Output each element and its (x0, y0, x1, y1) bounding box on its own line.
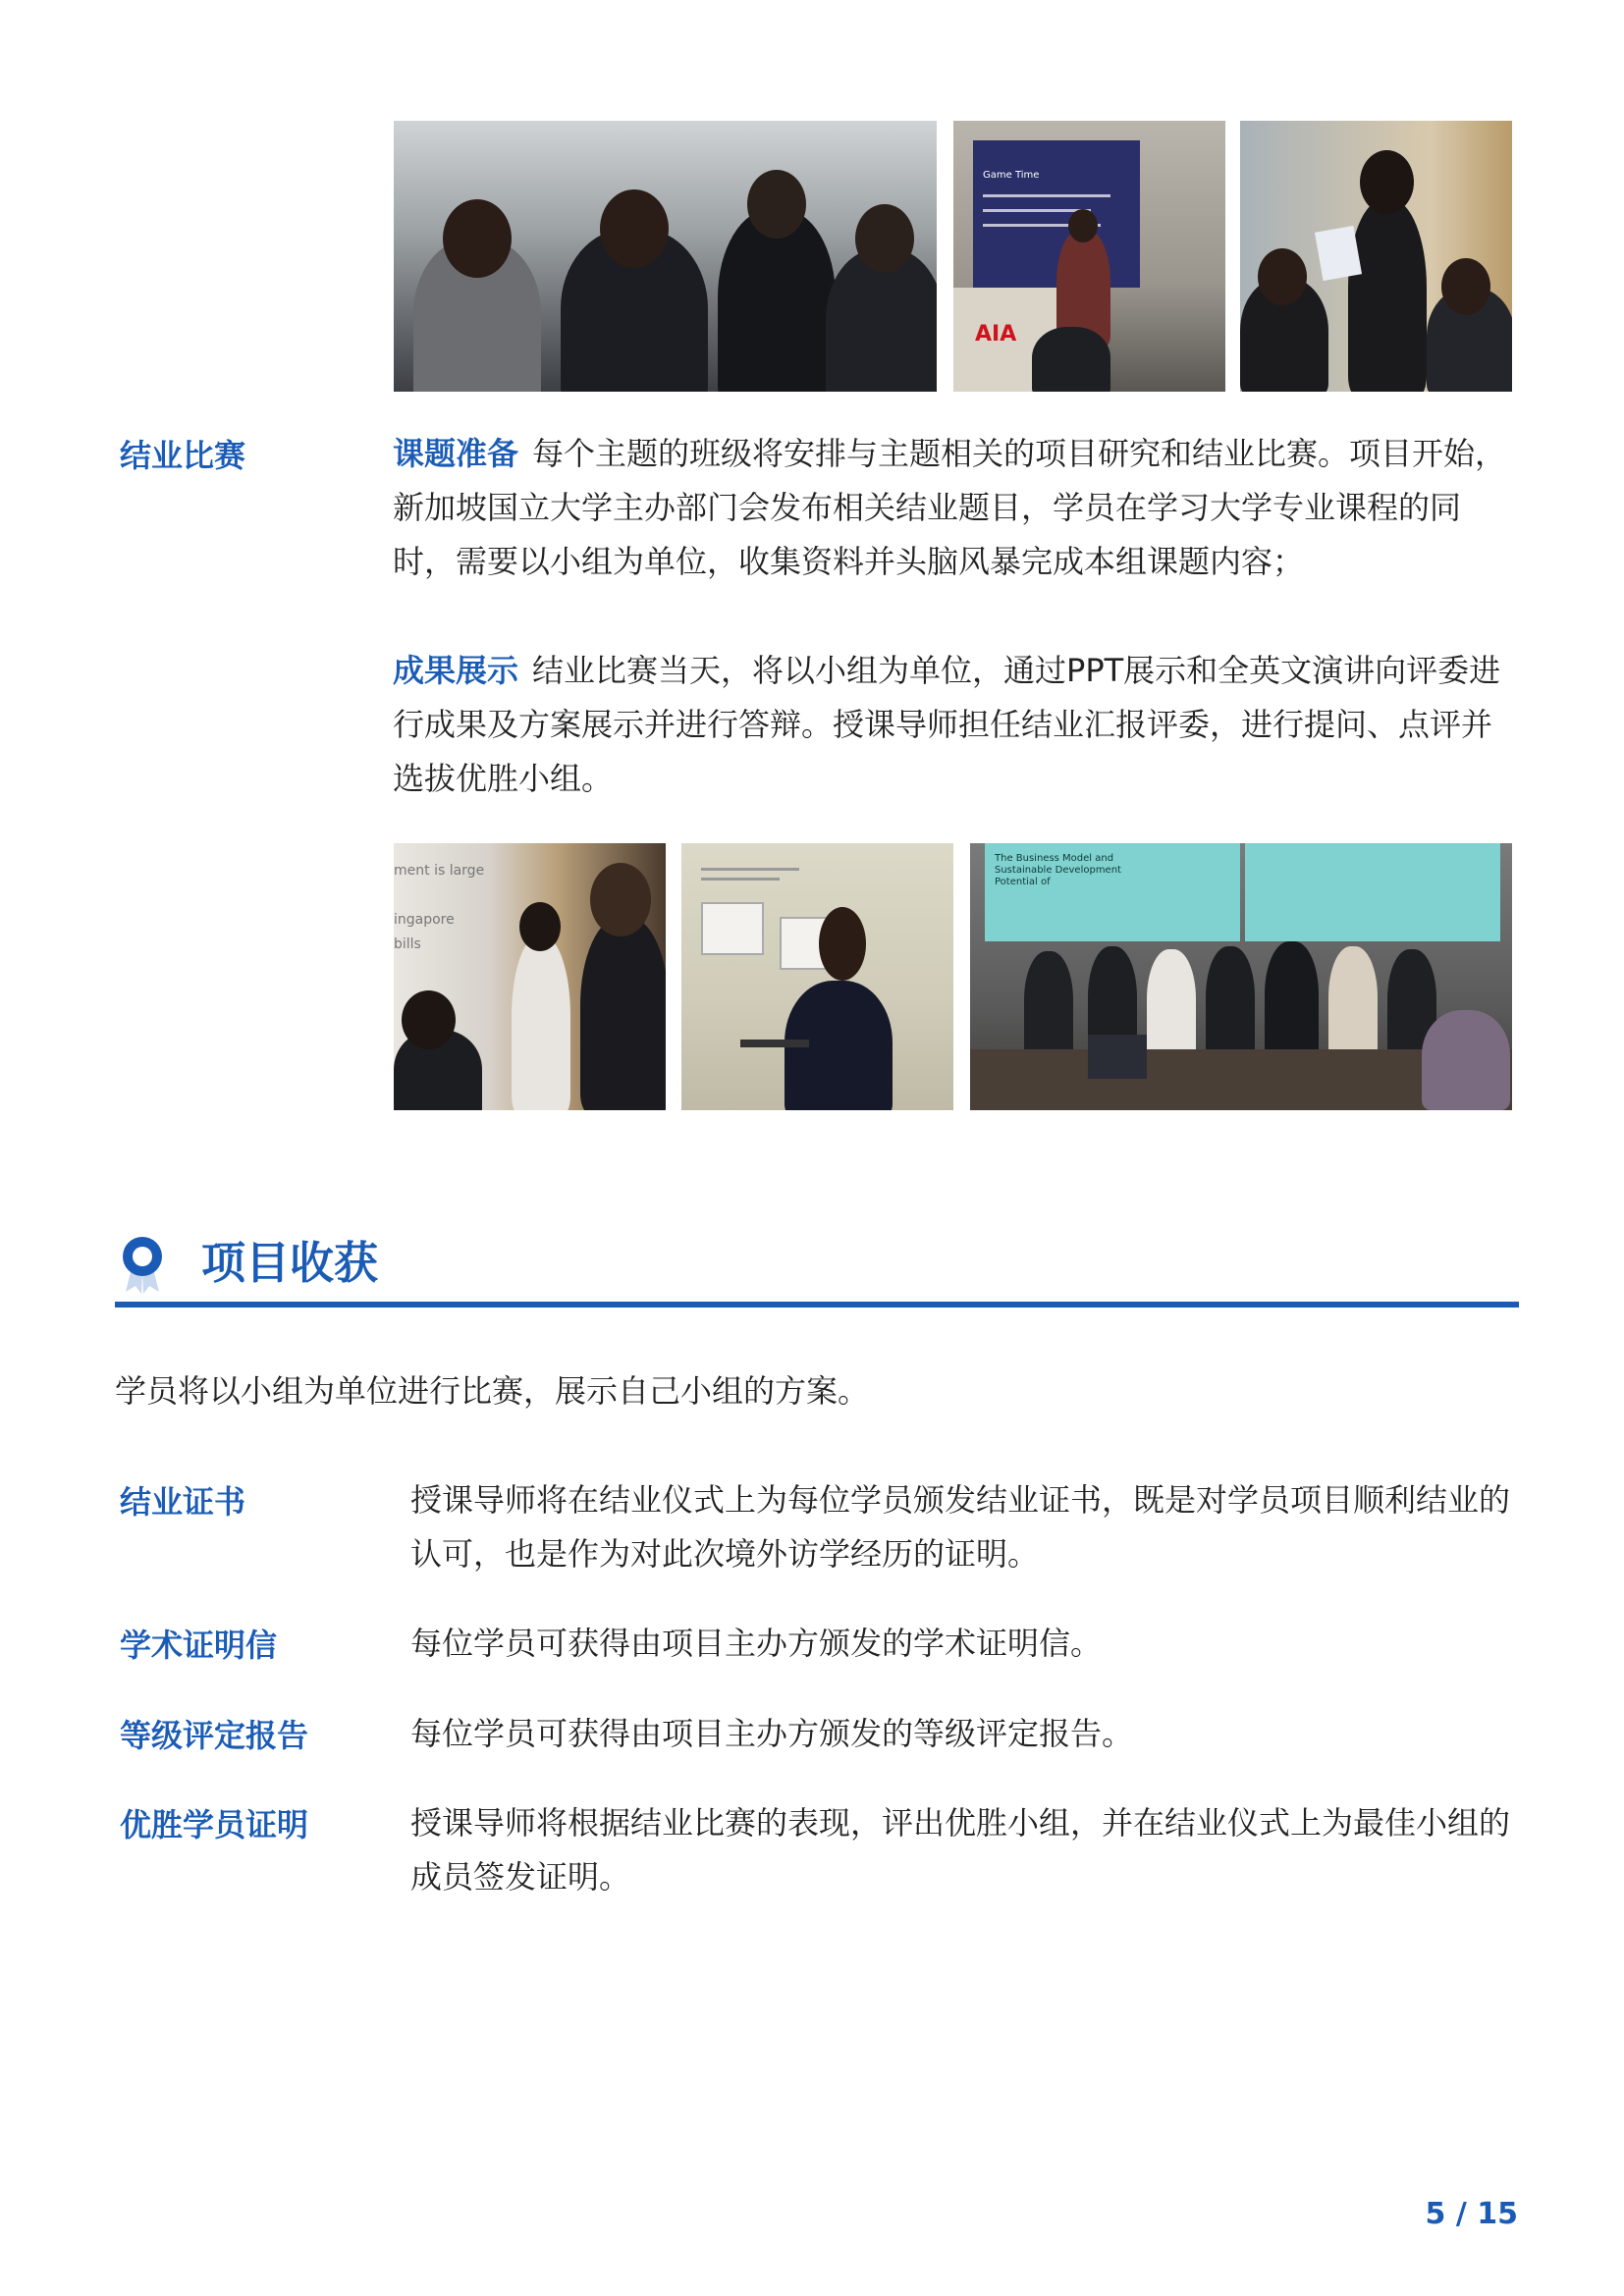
section-divider (115, 1302, 1519, 1308)
prep-paragraph (393, 427, 1512, 589)
photo-female-presenter (394, 843, 666, 1110)
section-intro: 学员将以小组为单位进行比赛，展示自己小组的方案。 (115, 1372, 870, 1410)
show-text: 结业比赛当天，将以小组为单位，通过PPT展示和全英文演讲向评委进行成果及方案展示并进行答辩。授课导师担任结业汇报评委，进行提问、点评并选拔优胜小组。 (393, 652, 1501, 797)
prep-keyword: 课题准备 (393, 435, 519, 472)
slide-text-3: bills (394, 936, 421, 952)
aia-logo: AIA (975, 322, 1017, 347)
item-label-winner-cert: 优胜学员证明 (120, 1806, 309, 1843)
photo-male-presenter (681, 843, 953, 1110)
section-title: 项目收获 (201, 1237, 379, 1289)
photo-group-on-stage (970, 843, 1512, 1110)
competition-label: 结业比赛 (120, 437, 246, 474)
prep-text: 每个主题的班级将安排与主题相关的项目研究和结业比赛。项目开始，新加坡国立大学主办部门会发布相关结业题目，学员在学习大学专业课程的同时，需要以小组为单位，收集资料并头脑风暴完成本组课题内容； (393, 435, 1507, 580)
show-keyword: 成果展示 (393, 652, 519, 689)
slide-text-2: ingapore (394, 912, 455, 928)
page-number: 5 / 15 (1425, 2197, 1518, 2231)
item-text-grade-report: 每位学员可获得由项目主办方颁发的等级评定报告。 (410, 1715, 1134, 1752)
slide-text-1: ment is large (394, 863, 485, 879)
item-text-academic-letter: 每位学员可获得由项目主办方颁发的学术证明信。 (410, 1625, 1103, 1662)
screen-title: Game Time (983, 170, 1040, 181)
ribbon-badge-icon (120, 1235, 165, 1294)
photo-group-discussion (394, 121, 937, 392)
item-text-certificate: 授课导师将在结业仪式上为每位学员颁发结业证书，既是对学员项目顺利结业的认可，也是作为对此次境外访学经历的证明。 (410, 1481, 1511, 1573)
photo-student-presenting (1240, 121, 1512, 392)
item-label-academic-letter: 学术证明信 (120, 1627, 278, 1664)
slide-text-4: The Business Model and Sustainable Development Potential of (995, 853, 1121, 887)
item-label-certificate: 结业证书 (120, 1483, 246, 1521)
item-label-grade-report: 等级评定报告 (120, 1717, 309, 1754)
item-text-winner-cert: 授课导师将根据结业比赛的表现，评出优胜小组，并在结业仪式上为最佳小组的成员签发证明。 (410, 1804, 1511, 1896)
photo-presentation-game-time (953, 121, 1225, 392)
show-paragraph (393, 644, 1512, 806)
